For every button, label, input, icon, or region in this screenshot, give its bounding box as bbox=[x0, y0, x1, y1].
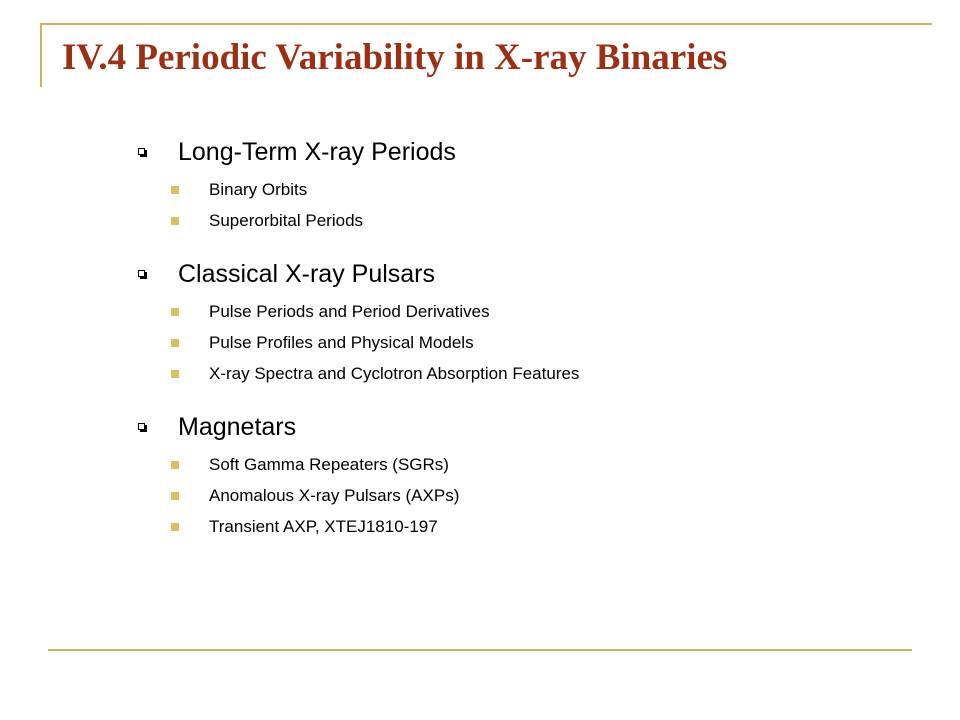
top-rule bbox=[40, 23, 932, 25]
section-magnetars bbox=[133, 405, 893, 542]
list-item-text: Binary Orbits bbox=[209, 180, 308, 199]
square-bullet-icon bbox=[171, 308, 179, 316]
list-item-text: Anomalous X-ray Pulsars (AXPs) bbox=[209, 486, 460, 505]
hollow-square-bullet-icon bbox=[138, 148, 145, 155]
section-heading-text: Long-Term X-ray Periods bbox=[178, 138, 456, 166]
slide-title: IV.4 Periodic Variability in X-ray Binaries bbox=[62, 37, 728, 78]
list-item-text: Soft Gamma Repeaters (SGRs) bbox=[209, 455, 449, 474]
square-bullet-icon bbox=[171, 461, 179, 469]
list-item bbox=[133, 174, 893, 205]
outline bbox=[133, 130, 893, 558]
list-item bbox=[133, 449, 893, 480]
square-bullet-icon bbox=[171, 186, 179, 194]
list-item bbox=[133, 511, 893, 542]
section-heading-text: Magnetars bbox=[178, 413, 297, 441]
square-bullet-icon bbox=[171, 523, 179, 531]
section-long-term-periods bbox=[133, 130, 893, 236]
section-classical-pulsars bbox=[133, 252, 893, 389]
list-item-text: Pulse Periods and Period Derivatives bbox=[209, 302, 490, 321]
square-bullet-icon bbox=[171, 370, 179, 378]
list-item bbox=[133, 358, 893, 389]
hollow-square-bullet-icon bbox=[138, 270, 145, 277]
section-heading bbox=[133, 252, 893, 296]
list-item bbox=[133, 327, 893, 358]
list-item-text: X-ray Spectra and Cyclotron Absorption Features bbox=[209, 364, 580, 383]
list-item bbox=[133, 480, 893, 511]
section-heading bbox=[133, 130, 893, 174]
square-bullet-icon bbox=[171, 492, 179, 500]
list-item-text: Pulse Profiles and Physical Models bbox=[209, 333, 474, 352]
square-bullet-icon bbox=[171, 217, 179, 225]
square-bullet-icon bbox=[171, 339, 179, 347]
hollow-square-bullet-icon bbox=[138, 423, 145, 430]
list-item-text: Transient AXP, XTEJ1810-197 bbox=[209, 517, 438, 536]
section-heading-text: Classical X-ray Pulsars bbox=[178, 260, 436, 288]
bottom-rule bbox=[48, 649, 912, 651]
left-rule bbox=[40, 23, 42, 87]
list-item-text: Superorbital Periods bbox=[209, 211, 364, 230]
list-item bbox=[133, 205, 893, 236]
list-item bbox=[133, 296, 893, 327]
section-heading bbox=[133, 405, 893, 449]
